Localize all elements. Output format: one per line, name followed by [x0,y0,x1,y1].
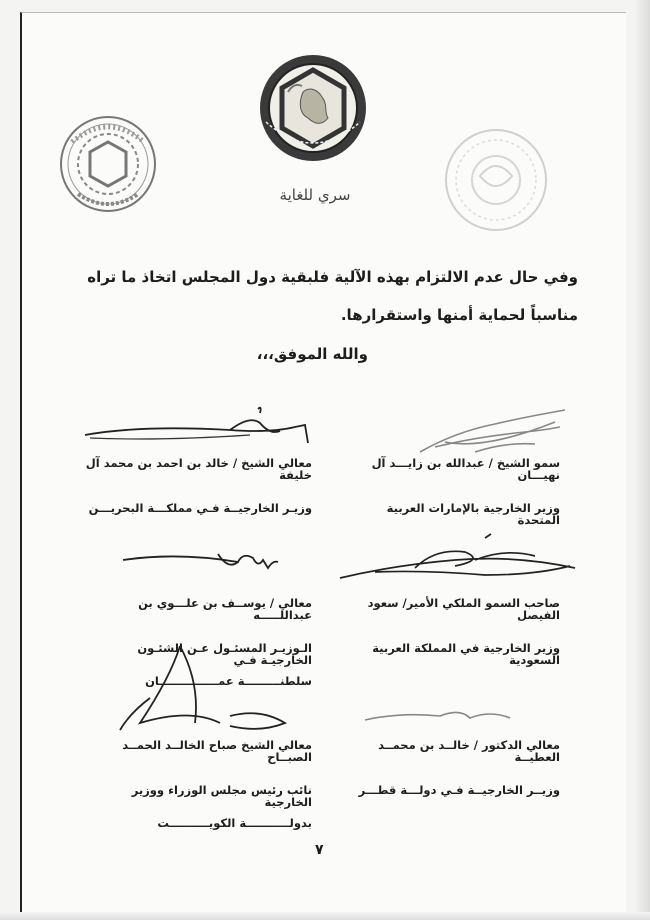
signatory-uae [350,458,560,526]
signatory-title: الـوزيـر المسئـول عـن الشئـون الخارجيـة فـي [137,641,312,667]
signatory-bahrain [82,458,312,515]
signatory-oman [82,598,312,688]
signature [118,540,288,580]
signatory-title-line-2: بدولـــــــــــة الكويــــــــــت [157,816,312,830]
body-text-line: وفي حال عدم الالتزام بهذه الآلية فلبقية دول المجلس اتخاذ ما تراه [87,268,578,286]
signatory-title: نائب رئيس مجلس الوزراء ووزير الخارجية [131,783,312,809]
signatory-title-line-2: سلطنـــــــــة عمـــــــــــــــان [145,674,312,688]
gcc-emblem-icon [258,52,368,164]
page-edge-bottom [0,912,650,920]
signature [335,530,580,585]
signatory-name: معالي الدكتور / خالــد بن محمــد العطيــة [378,738,560,764]
signatory-name: صاحب السمو الملكي الأمير/ سعود الفيصل [367,596,560,622]
signatory-title: وزيـر الخارجيــة فـي مملكـــة البحريـــن [88,501,312,515]
signatory-kuwait [82,740,312,830]
signatory-qatar [350,740,560,797]
signatory-name: سمو الشيخ / عبدالله بن زايـــد آل نهيـــان [371,456,560,482]
body-text-line: مناسباً لحماية أمنها واستقرارها. [340,306,578,324]
page-edge [634,0,650,920]
signatory-name: معالي / يوســف بن علـــوي بن عبداللـــــه [138,596,312,622]
signatory-title: وزير الخارجية بالإمارات العربية المتحدة [386,501,560,527]
signatory-title: وزيــر الخارجيــة فـي دولـــة قطـــر [358,783,560,797]
signature [360,700,530,732]
closing-text: والله الموفق،،، [256,345,368,363]
signatory-name: معالي الشيخ صباح الخالــد الحمــد الصبــاح [122,738,312,764]
faint-seal-stamp [440,126,552,234]
signature [80,405,325,450]
signature [415,402,575,464]
classification-label: سري للغاية [279,186,351,204]
archive-seal-stamp [58,112,158,216]
signatory-name: معالي الشيخ / خالد بن احمد بن محمد آل خليفة [85,456,312,482]
page-number: ٧ [315,842,324,858]
signatory-title: وزير الخارجية في المملكة العربية السعودية [372,641,560,667]
signatory-saudi [350,598,560,666]
